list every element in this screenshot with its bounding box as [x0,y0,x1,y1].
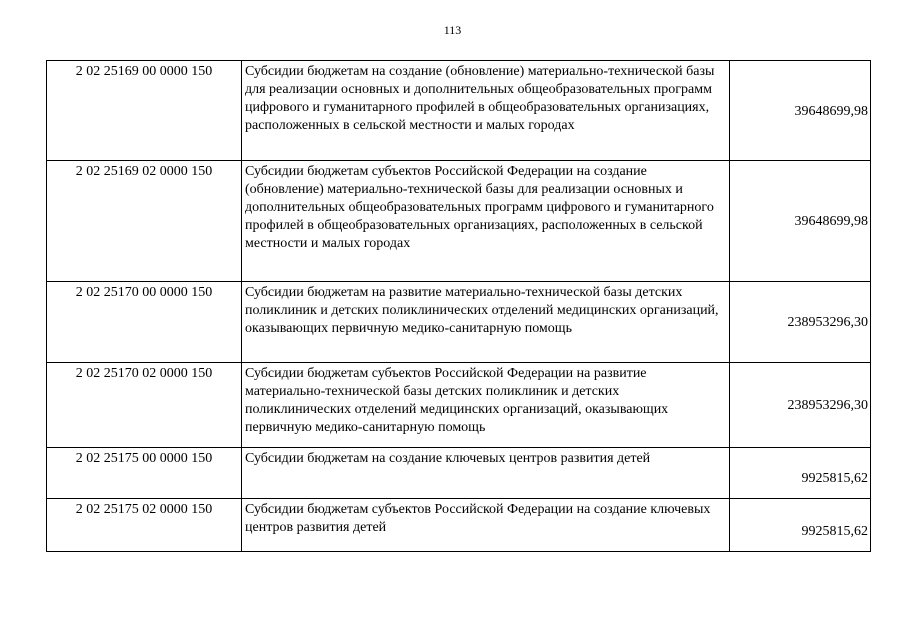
budget-code-cell: 2 02 25175 00 0000 150 [47,448,242,499]
budget-code-cell: 2 02 25170 02 0000 150 [47,363,242,448]
table-row [47,282,871,363]
amount-cell: 238953296,30 [730,282,871,363]
table-row [47,61,871,161]
table-row [47,448,871,499]
description-cell: Субсидии бюджетам на создание (обновление) материально-технической базы для реализации основных и дополнительных общеобразовательных программ цифрового и гуманитарного профилей в общеобразовательных организациях, расположенных в сельской местности и малых городах [242,61,730,161]
description-cell: Субсидии бюджетам на развитие материально-технической базы детских поликлиник и детских поликлинических отделений медицинских организаций, оказывающих первичную медико-санитарную помощь [242,282,730,363]
amount-cell: 238953296,30 [730,363,871,448]
table-row [47,499,871,552]
table-row [47,363,871,448]
budget-code-cell: 2 02 25170 00 0000 150 [47,282,242,363]
description-cell: Субсидии бюджетам на создание ключевых центров развития детей [242,448,730,499]
description-cell: Субсидии бюджетам субъектов Российской Федерации на создание (обновление) материально-технической базы для реализации основных и дополнительных общеобразовательных программ цифрового и гуманитарного профилей в общеобразовательных организациях, расположенных в сельской местности и малых городах [242,161,730,282]
budget-code-cell: 2 02 25169 00 0000 150 [47,61,242,161]
budget-revenue-table [46,60,871,552]
budget-code-cell: 2 02 25175 02 0000 150 [47,499,242,552]
description-cell: Субсидии бюджетам субъектов Российской Федерации на развитие материально-технической базы детских поликлиник и детских поликлинических отделений медицинских организаций, оказывающих первичную медико-санитарную помощь [242,363,730,448]
amount-cell: 39648699,98 [730,161,871,282]
amount-cell: 39648699,98 [730,61,871,161]
amount-cell: 9925815,62 [730,499,871,552]
budget-code-cell: 2 02 25169 02 0000 150 [47,161,242,282]
description-cell: Субсидии бюджетам субъектов Российской Федерации на создание ключевых центров развития детей [242,499,730,552]
page-number: 113 [443,23,462,37]
table-row [47,161,871,282]
amount-cell: 9925815,62 [730,448,871,499]
